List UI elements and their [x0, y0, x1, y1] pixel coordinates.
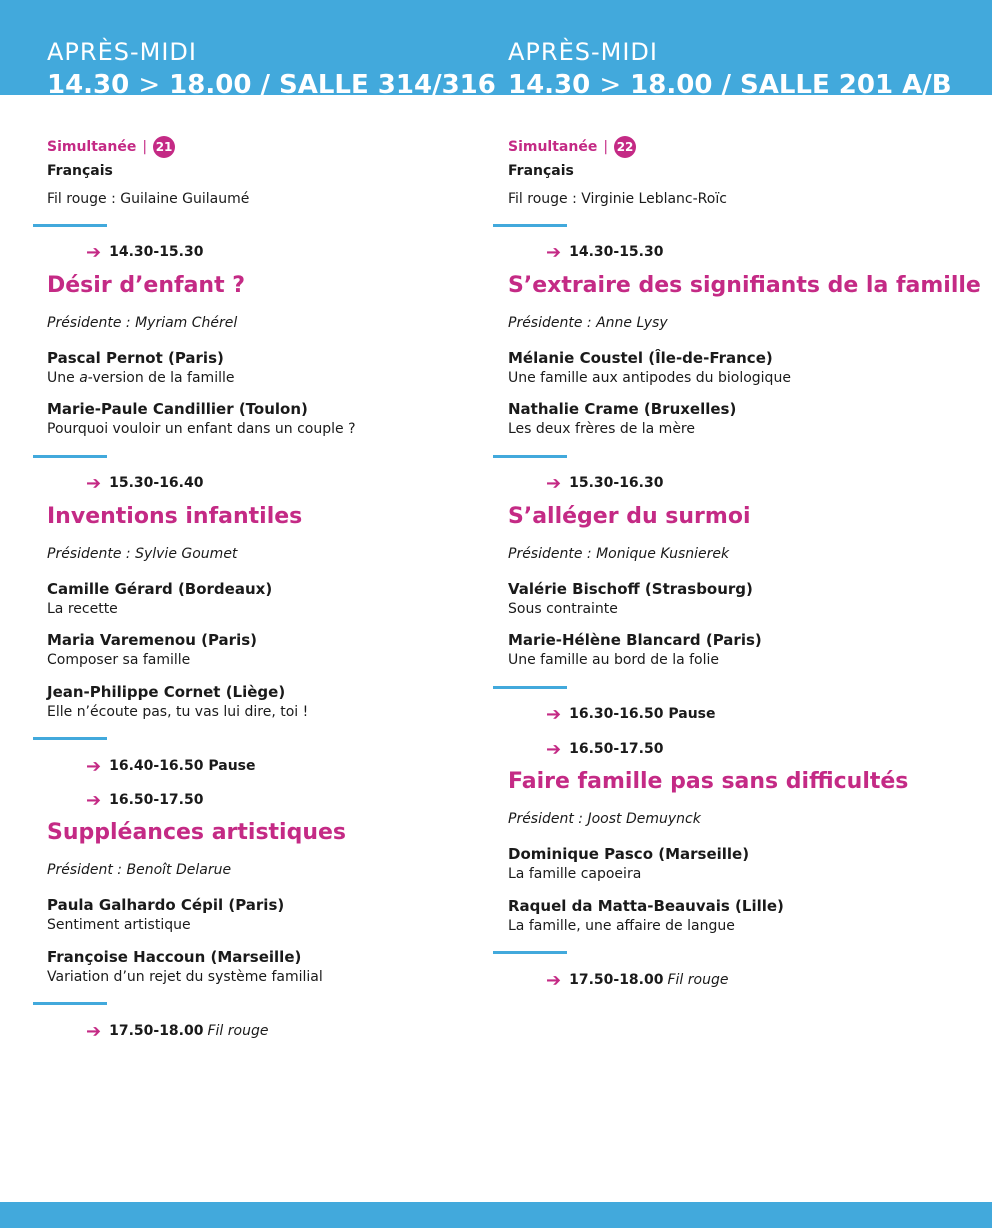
- speaker-name: Maria Varemenou (Paris): [47, 631, 257, 649]
- time-slot: ➔ 16.50-17.50: [86, 789, 204, 811]
- arrow-right-icon: ➔: [86, 472, 102, 494]
- arrow-right-icon: ➔: [546, 969, 562, 991]
- fil-rouge-label: Fil rouge : Guilaine Guilaumé: [47, 191, 250, 207]
- simultanee-label: Simultanée | 21: [47, 136, 507, 158]
- arrow-right-icon: ➔: [86, 755, 102, 777]
- speaker: [47, 947, 323, 987]
- closing-slot: ➔ 17.50-18.00 Fil rouge: [86, 1020, 269, 1042]
- section-divider: [33, 737, 107, 740]
- right-header-afternoon: APRÈS-MIDI: [508, 38, 658, 66]
- right-header-schedule: 14.30 > 18.00 / SALLE 201 A/B: [508, 70, 952, 100]
- arrow-right-icon: ➔: [546, 241, 562, 263]
- session-president: Présidente : Myriam Chérel: [47, 315, 238, 331]
- section-divider: [493, 951, 567, 954]
- talk-title: Une famille aux antipodes du biologique: [508, 370, 791, 386]
- pause-slot: ➔ 16.40-16.50 Pause: [86, 755, 256, 777]
- time-slot: ➔ 14.30-15.30: [546, 241, 664, 263]
- speaker-name: Valérie Bischoff (Strasbourg): [508, 580, 753, 598]
- speaker-name: Pascal Pernot (Paris): [47, 349, 224, 367]
- speaker-name: Jean-Philippe Cornet (Liège): [47, 683, 286, 701]
- speaker-name: Marie-Hélène Blancard (Paris): [508, 631, 762, 649]
- talk-title: La recette: [47, 601, 118, 617]
- section-divider: [493, 455, 567, 458]
- talk-title: Pourquoi vouloir un enfant dans un couple ?: [47, 421, 356, 437]
- speaker-name: Marie-Paule Candillier (Toulon): [47, 400, 308, 418]
- speaker: [47, 399, 356, 439]
- left-column-intro: [47, 136, 507, 209]
- talk-title: Variation d’un rejet du système familial: [47, 969, 323, 985]
- pause-slot: ➔ 16.30-16.50 Pause: [546, 703, 716, 725]
- fil-rouge-label: Fil rouge : Virginie Leblanc-Roïc: [508, 191, 727, 207]
- left-header-afternoon: APRÈS-MIDI: [47, 38, 197, 66]
- speaker-name: Nathalie Crame (Bruxelles): [508, 400, 737, 418]
- speaker: [47, 895, 284, 935]
- section-divider: [33, 455, 107, 458]
- speaker: [47, 348, 234, 388]
- speaker: [508, 630, 762, 670]
- speaker: [508, 348, 791, 388]
- speaker: [508, 896, 784, 936]
- session-title: S’extraire des signifiants de la famille: [508, 273, 981, 298]
- section-divider: [33, 224, 107, 227]
- speaker-name: Paula Galhardo Cépil (Paris): [47, 896, 285, 914]
- session-title: Inventions infantiles: [47, 504, 303, 529]
- simultanee-label: Simultanée | 22: [508, 136, 968, 158]
- session-title: S’alléger du surmoi: [508, 504, 751, 529]
- talk-title: Composer sa famille: [47, 652, 191, 668]
- talk-title: Les deux frères de la mère: [508, 421, 695, 437]
- session-title: Suppléances artistiques: [47, 820, 347, 845]
- session-president: Président : Joost Demuynck: [508, 811, 701, 827]
- talk-title: La famille capoeira: [508, 866, 642, 882]
- language-label: Français: [47, 163, 113, 179]
- talk-title: Une famille au bord de la folie: [508, 652, 720, 668]
- arrow-right-icon: ➔: [546, 472, 562, 494]
- left-room-header: [47, 38, 496, 104]
- speaker-name: Raquel da Matta-Beauvais (Lille): [508, 897, 784, 915]
- session-president: Présidente : Anne Lysy: [508, 315, 668, 331]
- speaker: [508, 579, 753, 619]
- section-divider: [33, 1002, 107, 1005]
- speaker: [47, 682, 308, 722]
- session-title: Désir d’enfant ?: [47, 273, 246, 298]
- arrow-right-icon: ➔: [86, 1020, 102, 1042]
- talk-title: Une a-version de la famille: [47, 370, 235, 386]
- left-header-schedule: 14.30 > 18.00 / SALLE 314/316: [47, 70, 496, 100]
- time-slot: ➔ 15.30-16.40: [86, 472, 204, 494]
- session-president: Présidente : Monique Kusnierek: [508, 546, 730, 562]
- talk-title: Elle n’écoute pas, tu vas lui dire, toi !: [47, 704, 309, 720]
- talk-title: Sentiment artistique: [47, 917, 191, 933]
- right-column-intro: [508, 136, 968, 209]
- speaker: [47, 630, 257, 670]
- session-number-badge: 22: [614, 136, 636, 158]
- closing-slot: ➔ 17.50-18.00 Fil rouge: [546, 969, 729, 991]
- speaker-name: Mélanie Coustel (Île-de-France): [508, 349, 773, 367]
- session-president: Président : Benoît Delarue: [47, 862, 232, 878]
- speaker-name: Françoise Haccoun (Marseille): [47, 948, 302, 966]
- time-slot: ➔ 15.30-16.30: [546, 472, 664, 494]
- talk-title: La famille, une affaire de langue: [508, 918, 735, 934]
- arrow-right-icon: ➔: [546, 703, 562, 725]
- speaker: [508, 844, 749, 884]
- session-number-badge: 21: [153, 136, 175, 158]
- arrow-right-icon: ➔: [86, 789, 102, 811]
- footer-band: [0, 1202, 992, 1228]
- right-room-header: [508, 38, 952, 104]
- speaker: [47, 579, 272, 619]
- arrow-right-icon: ➔: [546, 738, 562, 760]
- section-divider: [493, 686, 567, 689]
- language-label: Français: [508, 163, 574, 179]
- session-title: Faire famille pas sans difficultés: [508, 769, 909, 794]
- session-president: Présidente : Sylvie Goumet: [47, 546, 238, 562]
- section-divider: [493, 224, 567, 227]
- arrow-right-icon: ➔: [86, 241, 102, 263]
- time-slot: ➔ 16.50-17.50: [546, 738, 664, 760]
- speaker-name: Camille Gérard (Bordeaux): [47, 580, 273, 598]
- time-slot: ➔ 14.30-15.30: [86, 241, 204, 263]
- speaker: [508, 399, 736, 439]
- talk-title: Sous contrainte: [508, 601, 618, 617]
- speaker-name: Dominique Pasco (Marseille): [508, 845, 750, 863]
